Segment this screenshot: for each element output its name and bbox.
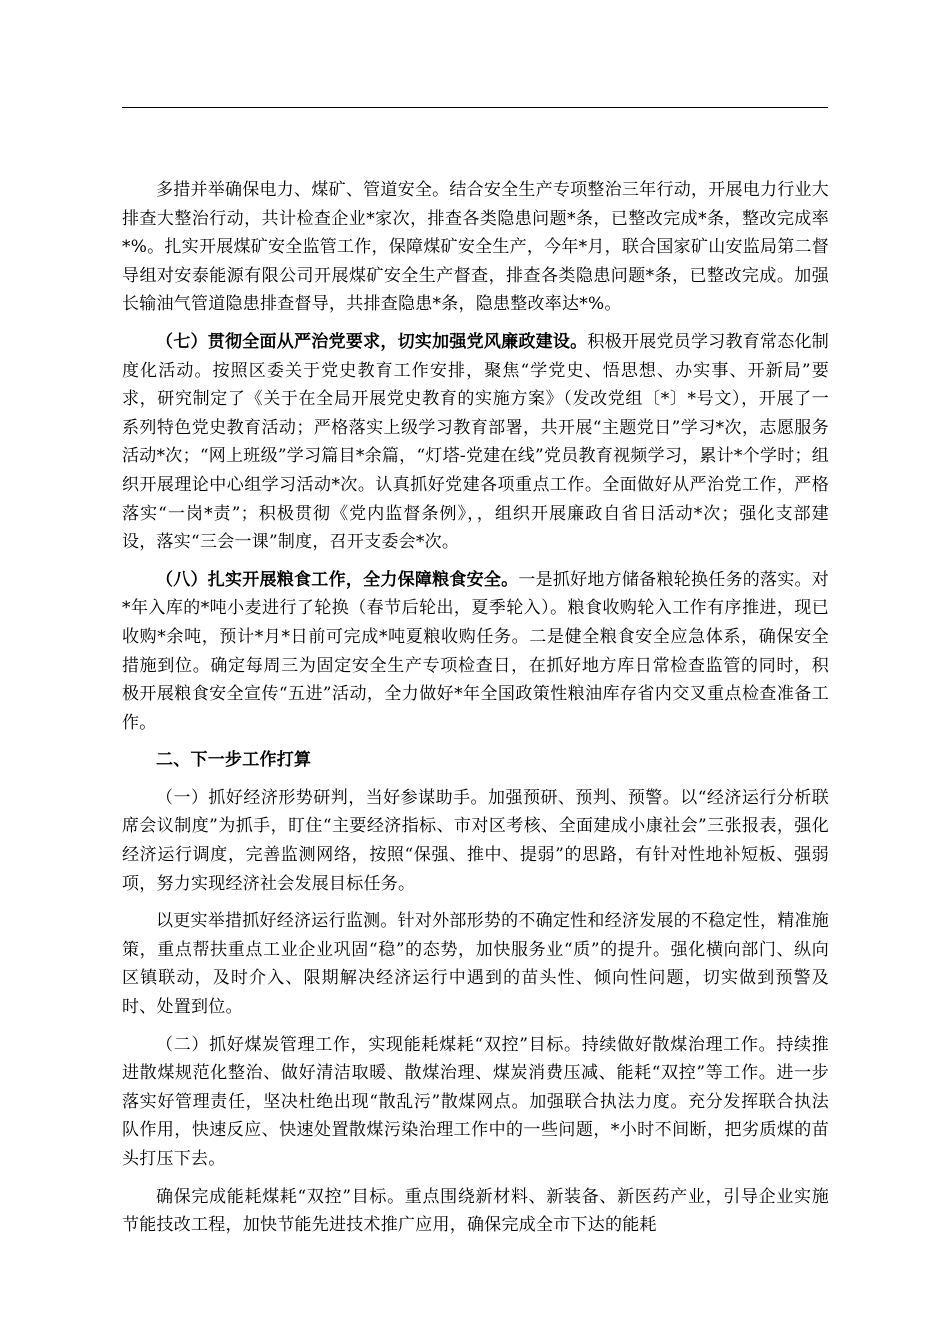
paragraph-energy-control	[122, 1183, 829, 1240]
section-heading-next-steps: 二、下一步工作打算	[156, 750, 312, 771]
paragraph-lead: （七）贯彻全面从严治党要求，切实加强党风廉政建设。	[156, 331, 588, 352]
paragraph-economic-analysis	[122, 784, 829, 898]
paragraph-safety	[122, 176, 829, 319]
paragraph-text: 多措并举确保电力、煤矿、管道安全。结合安全生产专项整治三年行动，开展电力行业大排查大整治行动，共计检查企业*家次，排查各类隐患问题*条，已整改完成*条，整改完成率*%。扎实开展煤矿安全监管工作，保障煤矿安全生产，今年*月，联合国家矿山安监局第二督导组对安泰能源有限公司开展煤矿安全生产督查，排查各类隐患问题*条，已整改完成。加强长输油气管道隐患排查督导，共排查隐患*条，隐患整改率达*%。	[122, 180, 829, 315]
header-rule	[122, 107, 828, 108]
paragraph-lead: （八）扎实开展粮食工作，全力保障粮食安全。	[156, 569, 519, 590]
paragraph-text: （一）抓好经济形势研判，当好参谋助手。加强预研、预判、预警。以“经济运行分析联席会议制度”为抓手，盯住“主要经济指标、市对区考核、全面建成小康社会”三张报表，强化经济运行调度，完善监测网络，按照“保强、推中、提弱”的思路，有针对性地补短板、强弱项，努力实现经济社会发展目标任务。	[122, 787, 829, 894]
paragraph-text: 一是抓好地方储备粮轮换任务的落实。对*年入库的*吨小麦进行了轮换（春节后轮出，夏季轮入）。粮食收购轮入工作有序推进，现已收购*余吨，预计*月*日前可完成*吨夏粮收购任务。二是健全粮食安全应急体系，确保安全措施到位。确定每周三为固定安全生产专项检查日，在抓好地方库日常检查监管的同时，积极开展粮食安全宣传“五进”活动，全力做好*年全国政策性粮油库存省内交叉重点检查准备工作。	[122, 569, 830, 733]
paragraph-text: （二）抓好煤炭管理工作，实现能耗煤耗“双控”目标。持续做好散煤治理工作。持续推进散煤规范化整治、做好清洁取暖、散煤治理、煤炭消费压减、能耗“双控”等工作。进一步落实好管理责任，坚决杜绝出现“散乱污”散煤网点。加强联合执法力度。充分发挥联合执法队作用，快速反应、快速处置散煤污染治理工作中的一些问题，*小时不间断，把劣质煤的苗头打压下去。	[122, 1034, 829, 1169]
document-body	[122, 176, 829, 1249]
paragraph-grain-security	[122, 566, 829, 738]
paragraph-economic-monitoring	[122, 907, 829, 1021]
paragraph-party-building	[122, 328, 829, 557]
paragraph-text: 积极开展党员学习教育常态化制度化活动。按照区委关于党史教育工作安排，聚焦“学党史、悟思想、办实事、开新局”要求，研究制定了《关于在全局开展党史教育的实施方案》（发改党组〔*〕*号文），开展了一系列特色党史教育活动；严格落实上级学习教育部署，共开展“主题党日”学习*次，志愿服务活动*次；“网上班级”学习篇目*余篇，“灯塔-党建在线”党员教育视频学习，累计*个学时；组织开展理论中心组学习活动*次。认真抓好党建各项重点工作。全面做好从严治党工作，严格落实“一岗*责”；积极贯彻《党内监督条例》，，组织开展廉政自省日活动*次；强化支部建设，落实“三会一课”制度，召开支委会*次。	[122, 331, 830, 553]
paragraph-text: 确保完成能耗煤耗“双控”目标。重点围绕新材料、新装备、新医药产业，引导企业实施节能技改工程，加快节能先进技术推广应用，确保完成全市下达的能耗	[122, 1186, 829, 1236]
paragraph-text: 以更实举措抓好经济运行监测。针对外部形势的不确定性和经济发展的不稳定性，精准施策，重点帮扶重点工业企业巩固“稳”的态势，加快服务业“质”的提升。强化横向部门、纵向区镇联动，及时介入、限期解决经济运行中遇到的苗头性、倾向性问题，切实做到预警及时、处置到位。	[122, 911, 829, 1018]
paragraph-coal-management	[122, 1031, 829, 1174]
